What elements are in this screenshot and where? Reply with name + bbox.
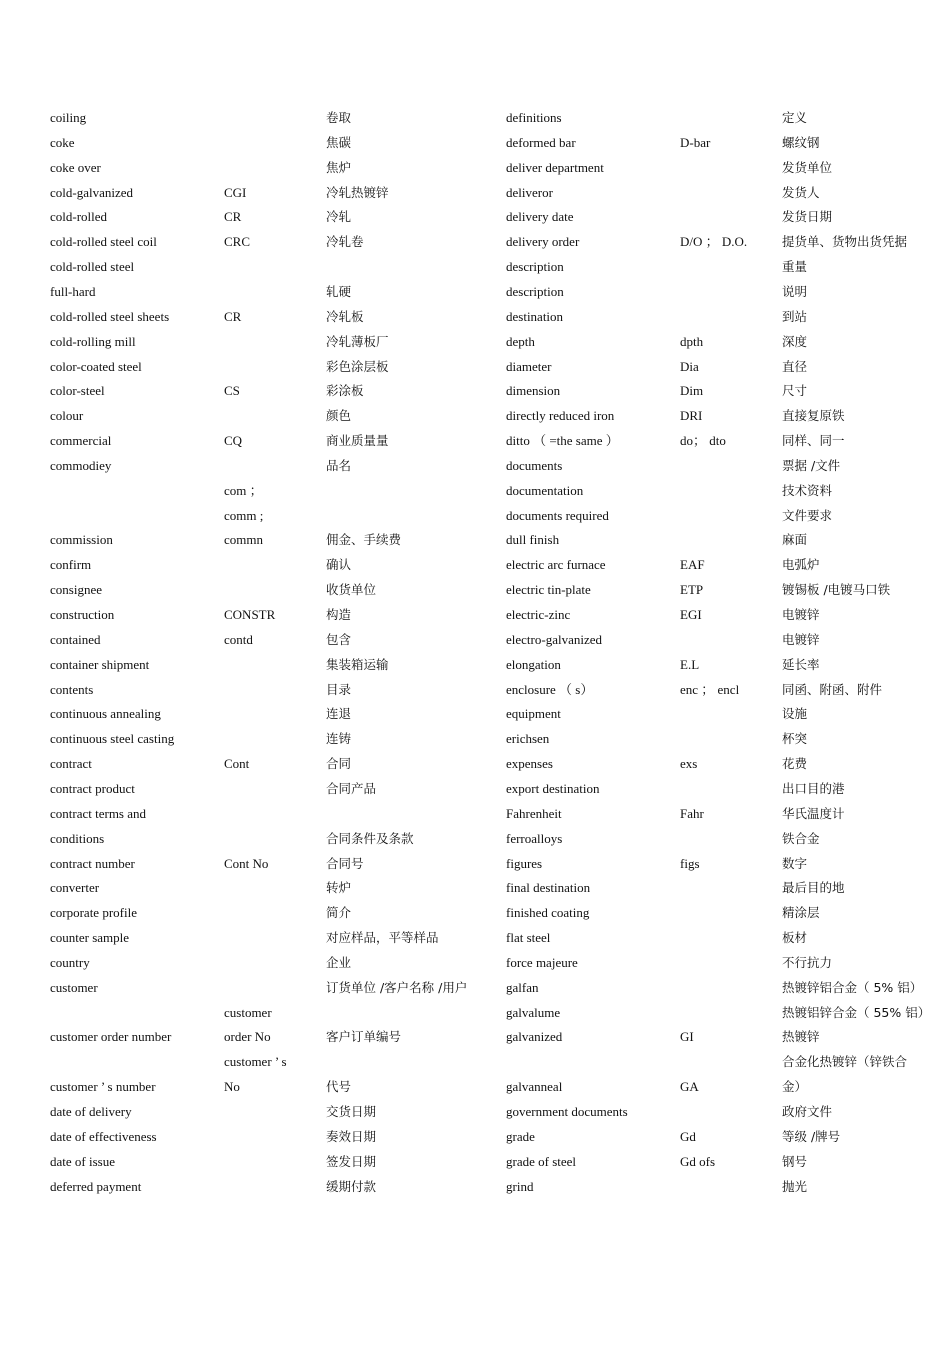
right-term-en: erichsen xyxy=(506,731,550,747)
right-term-zh: 发货日期 xyxy=(782,209,833,225)
right-term-zh: 金） xyxy=(782,1079,808,1095)
left-term-en: contract product xyxy=(50,780,135,796)
right-term-zh: 定义 xyxy=(782,110,808,125)
left-term-zh: 冷轧板 xyxy=(326,308,364,324)
left-term-en: cold-rolled steel coil xyxy=(50,234,157,250)
left-term-zh: 确认 xyxy=(326,557,352,573)
left-term-en: confirm xyxy=(50,557,92,573)
left-term-zh: 冷轧卷 xyxy=(326,234,364,250)
left-term-en: converter xyxy=(50,880,100,896)
glossary-row xyxy=(0,1003,950,1023)
left-term-en: corporate profile xyxy=(50,905,137,921)
glossary-row xyxy=(0,754,950,774)
right-abbreviation: D/O ； D.O. xyxy=(680,234,748,250)
left-abbreviation: commn xyxy=(224,532,263,548)
right-term-zh: 电弧炉 xyxy=(782,557,820,573)
left-term-zh: 合同条件及条款 xyxy=(326,830,414,846)
left-term-zh: 简介 xyxy=(326,905,352,921)
right-term-en: figures xyxy=(506,855,543,871)
right-term-zh: 尺寸 xyxy=(782,383,808,399)
right-abbreviation: exs xyxy=(680,756,698,772)
left-term-zh: 彩涂板 xyxy=(326,383,364,399)
glossary-row xyxy=(0,133,950,153)
right-term-zh: 票据 /文件 xyxy=(782,457,841,473)
left-term-zh: 代号 xyxy=(326,1079,352,1095)
glossary-row xyxy=(0,506,950,526)
left-term-zh: 收货单位 xyxy=(326,582,377,598)
glossary-row xyxy=(0,1102,950,1122)
right-term-en: expenses xyxy=(506,756,553,772)
left-abbreviation: comm ; xyxy=(224,507,264,523)
right-term-en: government documents xyxy=(506,1104,628,1119)
right-term-zh: 直径 xyxy=(782,358,808,374)
left-term-en: commission xyxy=(50,532,113,548)
left-term-zh: 连铸 xyxy=(326,731,352,747)
glossary-row xyxy=(0,555,950,575)
glossary-row xyxy=(0,605,950,625)
right-abbreviation: DRI xyxy=(680,408,703,424)
left-term-zh: 订货单位 /客户名称 /用户 xyxy=(326,979,468,995)
glossary-row xyxy=(0,1152,950,1172)
left-term-en: coke over xyxy=(50,159,101,175)
right-term-en: deliveror xyxy=(506,184,553,200)
glossary-row xyxy=(0,481,950,501)
left-abbreviation: contd xyxy=(224,631,253,647)
left-term-zh: 连退 xyxy=(326,706,352,722)
right-term-zh: 发货单位 xyxy=(782,159,833,175)
right-term-zh: 深度 xyxy=(782,333,808,349)
left-abbreviation: CGI xyxy=(224,184,247,200)
right-term-zh: 麻面 xyxy=(782,532,808,548)
glossary-row xyxy=(0,630,950,650)
right-term-zh: 花费 xyxy=(782,756,808,772)
left-term-zh: 佣金、手续费 xyxy=(326,532,402,548)
right-term-en: galvanized xyxy=(506,1029,563,1045)
right-term-zh: 不行抗力 xyxy=(782,954,833,970)
left-term-en: contract terms and xyxy=(50,805,147,821)
right-term-en: grade xyxy=(506,1128,535,1144)
right-abbreviation: figs xyxy=(680,855,700,871)
right-term-en: finished coating xyxy=(506,905,590,921)
right-term-zh: 最后目的地 xyxy=(782,880,845,896)
left-term-zh: 品名 xyxy=(326,457,352,473)
glossary-row xyxy=(0,431,950,451)
glossary-row xyxy=(0,207,950,227)
right-term-zh: 华氏温度计 xyxy=(782,805,845,821)
left-term-zh: 合同 xyxy=(326,756,352,772)
glossary-row xyxy=(0,829,950,849)
left-abbreviation: customer xyxy=(224,1004,272,1020)
glossary-row xyxy=(0,978,950,998)
left-term-en: date of delivery xyxy=(50,1104,132,1119)
right-term-en: diameter xyxy=(506,358,552,374)
left-term-en: customer xyxy=(50,979,98,995)
right-term-en: ferroalloys xyxy=(506,830,563,846)
right-term-zh: 热镀锌 xyxy=(782,1029,820,1045)
glossary-row xyxy=(0,903,950,923)
glossary-row xyxy=(0,332,950,352)
right-term-zh: 延长率 xyxy=(782,656,820,672)
glossary-row xyxy=(0,1127,950,1147)
right-term-en: grade of steel xyxy=(506,1153,577,1169)
glossary-row xyxy=(0,854,950,874)
left-term-zh: 彩色涂层板 xyxy=(326,358,389,374)
left-term-zh: 签发日期 xyxy=(326,1153,377,1169)
right-term-zh: 到站 xyxy=(782,308,808,324)
right-term-zh: 发货人 xyxy=(782,184,820,200)
left-abbreviation: CR xyxy=(224,209,242,225)
left-term-zh: 构造 xyxy=(326,607,352,622)
left-term-zh: 对应样品，平等样品 xyxy=(326,930,439,946)
left-term-zh: 焦炉 xyxy=(326,159,352,175)
left-term-en: color-steel xyxy=(50,383,105,399)
left-term-en: contents xyxy=(50,681,94,697)
right-term-en: deformed bar xyxy=(506,134,576,150)
left-term-zh: 合同号 xyxy=(326,855,364,871)
glossary-row xyxy=(0,183,950,203)
glossary-row xyxy=(0,779,950,799)
left-term-zh: 合同产品 xyxy=(326,780,377,796)
left-term-zh: 包含 xyxy=(326,631,352,647)
right-abbreviation: Gd ofs xyxy=(680,1153,716,1169)
left-term-en: cold-rolled steel xyxy=(50,259,135,275)
right-term-en: equipment xyxy=(506,706,561,722)
right-term-zh: 热镀锌铝合金（ 5% 铝） xyxy=(782,979,923,995)
right-term-zh: 钢号 xyxy=(782,1153,808,1169)
right-term-en: documents required xyxy=(506,507,609,523)
right-abbreviation: do； dto xyxy=(680,433,726,449)
left-term-en: contained xyxy=(50,631,101,647)
left-abbreviation: Cont xyxy=(224,756,250,772)
left-term-zh: 交货日期 xyxy=(326,1104,377,1119)
left-term-en: full-hard xyxy=(50,283,96,299)
right-term-en: dull finish xyxy=(506,532,560,548)
right-abbreviation: dpth xyxy=(680,333,704,349)
right-term-en: flat steel xyxy=(506,930,551,946)
glossary-row xyxy=(0,232,950,252)
right-term-zh: 电镀锌 xyxy=(782,631,820,647)
right-term-zh: 镀锡板 /电镀马口铁 xyxy=(782,582,891,598)
left-term-en: counter sample xyxy=(50,930,130,946)
right-term-en: delivery order xyxy=(506,234,580,250)
right-term-en: deliver department xyxy=(506,159,604,175)
right-abbreviation: ETP xyxy=(680,582,704,598)
right-term-zh: 文件要求 xyxy=(782,507,833,523)
right-term-en: elongation xyxy=(506,656,561,672)
right-term-en: dimension xyxy=(506,383,561,399)
left-term-zh: 卷取 xyxy=(326,110,352,125)
left-term-zh: 客户订单编号 xyxy=(326,1029,402,1045)
left-abbreviation: customer ’ s xyxy=(224,1054,287,1070)
right-term-en: grind xyxy=(506,1178,534,1194)
left-term-en: date of effectiveness xyxy=(50,1128,157,1144)
right-term-en: documentation xyxy=(506,482,584,498)
left-term-en: cold-rolling mill xyxy=(50,333,136,349)
left-term-zh: 集装箱运输 xyxy=(326,656,389,672)
right-term-en: Fahrenheit xyxy=(506,805,562,821)
glossary-row xyxy=(0,580,950,600)
left-term-en: cold-galvanized xyxy=(50,184,134,200)
left-abbreviation: com ； xyxy=(224,482,263,498)
right-term-en: electric-zinc xyxy=(506,607,571,622)
right-term-en: electric tin-plate xyxy=(506,582,591,598)
right-abbreviation: EGI xyxy=(680,607,702,622)
right-abbreviation: Dia xyxy=(680,358,699,374)
right-term-en: force majeure xyxy=(506,954,578,970)
glossary-row xyxy=(0,108,950,128)
left-term-en: conditions xyxy=(50,830,105,846)
glossary-row xyxy=(0,804,950,824)
right-term-zh: 政府文件 xyxy=(782,1104,833,1119)
right-abbreviation: D-bar xyxy=(680,134,711,150)
left-term-zh: 冷轧热镀锌 xyxy=(326,184,389,200)
right-term-zh: 电镀锌 xyxy=(782,607,820,622)
right-term-zh: 设施 xyxy=(782,706,808,722)
left-term-en: commodiey xyxy=(50,457,112,473)
left-abbreviation: CRC xyxy=(224,234,251,250)
right-term-en: electric arc furnace xyxy=(506,557,606,573)
glossary-row xyxy=(0,381,950,401)
right-term-zh: 板材 xyxy=(782,930,808,946)
right-term-zh: 杯突 xyxy=(782,731,808,747)
right-abbreviation: enc ； encl xyxy=(680,681,740,697)
right-term-zh: 重量 xyxy=(782,259,808,275)
left-term-en: colour xyxy=(50,408,84,424)
left-term-en: contract xyxy=(50,756,92,772)
right-abbreviation: EAF xyxy=(680,557,705,573)
right-term-zh: 提货单、货物出货凭据 xyxy=(782,234,908,250)
right-term-en: galfan xyxy=(506,979,539,995)
right-term-zh: 热镀铝锌合金（ 55% 铝） xyxy=(782,1004,931,1020)
right-term-en: export destination xyxy=(506,780,600,796)
glossary-row xyxy=(0,357,950,377)
right-term-en: definitions xyxy=(506,110,562,125)
right-term-zh: 直接复原铁 xyxy=(782,408,845,424)
glossary-row xyxy=(0,704,950,724)
glossary-row xyxy=(0,878,950,898)
left-term-zh: 转炉 xyxy=(326,880,352,896)
glossary-row xyxy=(0,928,950,948)
right-term-en: description xyxy=(506,259,564,275)
left-term-zh: 缓期付款 xyxy=(326,1178,377,1194)
right-term-zh: 同函、附函、附件 xyxy=(782,681,883,697)
left-abbreviation: Cont No xyxy=(224,855,269,871)
left-term-en: cold-rolled steel sheets xyxy=(50,308,170,324)
right-term-zh: 出口目的港 xyxy=(782,780,845,796)
left-term-zh: 颜色 xyxy=(326,408,352,424)
left-term-en: cold-rolled xyxy=(50,209,108,225)
left-term-en: continuous annealing xyxy=(50,706,161,722)
right-term-zh: 同样、同一 xyxy=(782,433,845,449)
glossary-row xyxy=(0,282,950,302)
right-term-zh: 合金化热镀锌（锌铁合 xyxy=(782,1054,908,1070)
left-term-en: commercial xyxy=(50,433,112,449)
left-abbreviation: CONSTR xyxy=(224,607,276,622)
right-term-zh: 说明 xyxy=(782,283,808,299)
glossary-row xyxy=(0,406,950,426)
right-term-en: documents xyxy=(506,457,563,473)
right-term-zh: 抛光 xyxy=(782,1178,808,1194)
right-term-en: depth xyxy=(506,333,535,349)
right-term-en: electro-galvanized xyxy=(506,631,602,647)
glossary-row xyxy=(0,655,950,675)
glossary-row xyxy=(0,456,950,476)
right-term-zh: 等级 /牌号 xyxy=(782,1128,841,1144)
left-abbreviation: CS xyxy=(224,383,240,399)
right-abbreviation: Gd xyxy=(680,1128,696,1144)
left-term-zh: 冷轧薄板厂 xyxy=(326,333,389,349)
left-term-en: container shipment xyxy=(50,656,150,672)
left-term-zh: 目录 xyxy=(326,681,352,697)
left-term-zh: 焦碳 xyxy=(326,134,352,150)
left-term-en: consignee xyxy=(50,582,102,598)
right-term-en: galvanneal xyxy=(506,1079,563,1095)
right-abbreviation: Fahr xyxy=(680,805,704,821)
right-abbreviation: GI xyxy=(680,1029,694,1045)
left-term-zh: 商业质量量 xyxy=(326,433,389,449)
right-term-zh: 数字 xyxy=(782,855,808,871)
left-term-en: customer order number xyxy=(50,1029,172,1045)
right-term-en: ditto （ =the same ） xyxy=(506,433,619,449)
left-term-en: construction xyxy=(50,607,115,622)
left-term-en: coke xyxy=(50,134,75,150)
left-abbreviation: CR xyxy=(224,308,242,324)
right-term-zh: 精涂层 xyxy=(782,905,820,921)
left-term-en: customer ’ s number xyxy=(50,1079,156,1095)
left-term-en: country xyxy=(50,954,90,970)
right-term-zh: 铁合金 xyxy=(782,830,820,846)
right-term-zh: 螺纹钢 xyxy=(782,134,820,150)
glossary-row xyxy=(0,530,950,550)
glossary-row xyxy=(0,1177,950,1197)
left-term-zh: 奏效日期 xyxy=(326,1128,377,1144)
left-term-en: date of issue xyxy=(50,1153,115,1169)
left-abbreviation: order No xyxy=(224,1029,271,1045)
left-abbreviation: No xyxy=(224,1079,240,1095)
right-term-zh: 技术资料 xyxy=(782,482,833,498)
glossary-row xyxy=(0,729,950,749)
left-term-zh: 轧硬 xyxy=(326,283,352,299)
left-term-en: coiling xyxy=(50,110,87,125)
glossary-row xyxy=(0,158,950,178)
left-abbreviation: CQ xyxy=(224,433,243,449)
left-term-en: continuous steel casting xyxy=(50,731,175,747)
right-term-en: galvalume xyxy=(506,1004,561,1020)
left-term-zh: 企业 xyxy=(326,954,352,970)
right-term-en: final destination xyxy=(506,880,591,896)
left-term-en: deferred payment xyxy=(50,1178,142,1194)
right-term-en: directly reduced iron xyxy=(506,408,615,424)
glossary-row xyxy=(0,953,950,973)
glossary-row xyxy=(0,307,950,327)
left-term-en: color-coated steel xyxy=(50,358,142,374)
glossary-row xyxy=(0,257,950,277)
right-abbreviation: GA xyxy=(680,1079,699,1095)
right-abbreviation: E.L xyxy=(680,656,700,672)
glossary-row xyxy=(0,680,950,700)
right-term-en: description xyxy=(506,283,564,299)
glossary-row xyxy=(0,1052,950,1072)
glossary-row xyxy=(0,1077,950,1097)
glossary-row xyxy=(0,1027,950,1047)
left-term-zh: 冷轧 xyxy=(326,209,352,225)
right-term-en: destination xyxy=(506,308,564,324)
right-term-en: enclosure （ s） xyxy=(506,681,594,697)
right-term-en: delivery date xyxy=(506,209,574,225)
right-abbreviation: Dim xyxy=(680,383,704,399)
left-term-en: contract number xyxy=(50,855,135,871)
